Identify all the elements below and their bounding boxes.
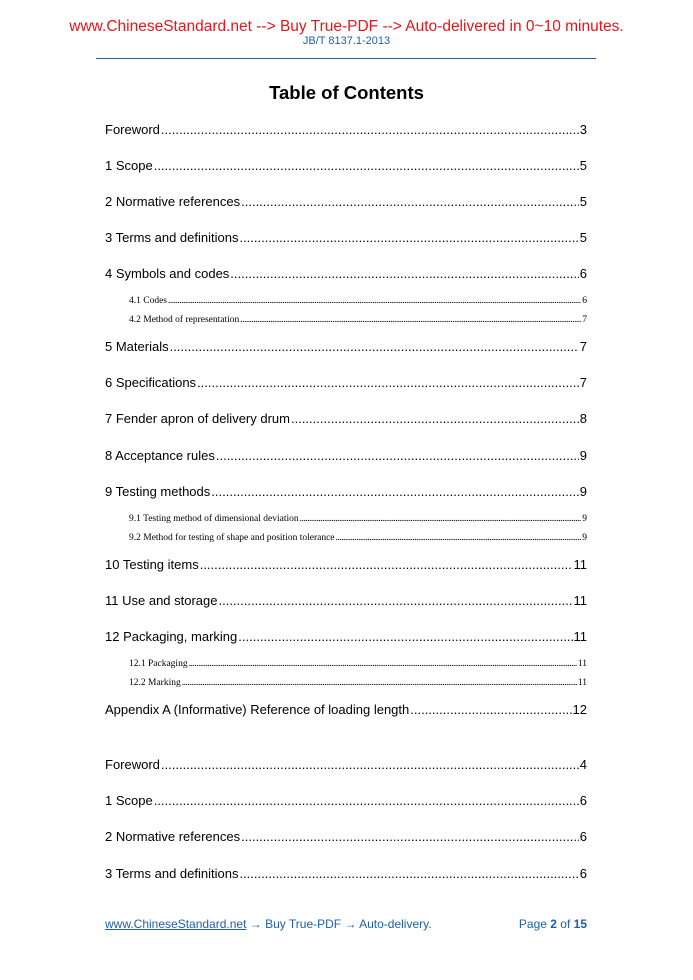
toc-entry[interactable] xyxy=(105,484,587,500)
toc-entry[interactable] xyxy=(105,593,587,609)
page-footer xyxy=(105,917,587,931)
toc-entry-label: 2 Normative references xyxy=(105,829,241,844)
toc-subentry[interactable] xyxy=(129,295,587,307)
toc-subentry[interactable] xyxy=(129,658,587,670)
toc-entry-page: 7 xyxy=(579,375,587,390)
toc-entry-label: 1 Scope xyxy=(105,793,153,808)
footer-site-link[interactable]: www.ChineseStandard.net xyxy=(105,917,247,931)
toc-entry-label: 10 Testing items xyxy=(105,557,199,572)
toc-entry-page: 4 xyxy=(579,757,587,772)
toc-leader-dots xyxy=(241,829,579,845)
document-number: JB/T 8137.1-2013 xyxy=(302,35,391,47)
toc-entry-page: 9 xyxy=(582,514,587,524)
toc-entry[interactable] xyxy=(105,158,587,174)
toc-entry[interactable] xyxy=(105,194,587,210)
toc-entry[interactable] xyxy=(105,793,587,809)
toc-entry-label: 9.1 Testing method of dimensional deviation xyxy=(129,514,299,524)
toc-entry[interactable] xyxy=(105,866,587,882)
footer-promo-text: → Buy True-PDF → Auto-delivery. xyxy=(246,917,432,931)
toc-entry-label: 9 Testing methods xyxy=(105,484,211,499)
toc-entry-page: 11 xyxy=(573,557,587,572)
toc-entry-label: 1 Scope xyxy=(105,158,153,173)
toc-entry-label: Appendix A (Informative) Reference of loading length xyxy=(105,702,410,717)
toc-leader-dots xyxy=(240,314,581,326)
toc-leader-dots xyxy=(211,484,578,500)
page-of: of xyxy=(556,917,574,931)
toc-entry-label: Foreword xyxy=(105,122,160,137)
toc-entry[interactable] xyxy=(105,557,587,573)
toc-entry-page: 5 xyxy=(579,194,587,209)
toc-leader-dots xyxy=(239,866,578,882)
toc-entry-label: 3 Terms and definitions xyxy=(105,866,239,881)
toc-entry-page: 9 xyxy=(579,484,587,499)
toc-leader-dots xyxy=(189,658,577,670)
promo-banner[interactable]: www.ChineseStandard.net --> Buy True-PDF --> Auto-delivered in 0~10 minutes. xyxy=(69,18,624,35)
toc-leader-dots xyxy=(182,677,577,689)
toc-entry-page: 6 xyxy=(579,829,587,844)
toc-entry-label: 6 Specifications xyxy=(105,375,197,390)
toc-leader-dots xyxy=(336,532,582,544)
toc-entry-label: 3 Terms and definitions xyxy=(105,230,239,245)
toc-entry-label: 5 Materials xyxy=(105,339,169,354)
toc-entry-page: 11 xyxy=(577,678,587,688)
toc-leader-dots xyxy=(168,295,581,307)
page-number xyxy=(519,917,587,931)
toc-leader-dots xyxy=(161,757,579,773)
toc-entry-label: 11 Use and storage xyxy=(105,593,218,608)
total-pages: 15 xyxy=(573,917,587,931)
toc-leader-dots xyxy=(154,793,579,809)
toc-leader-dots xyxy=(161,122,579,138)
toc-entry-label: Foreword xyxy=(105,757,160,772)
toc-entry-label: 9.2 Method for testing of shape and position tolerance xyxy=(129,533,335,543)
toc-entry-page: 3 xyxy=(579,122,587,137)
toc-entry-page: 9 xyxy=(582,533,587,543)
toc-entry-page: 7 xyxy=(582,315,587,325)
toc-entry-page: 7 xyxy=(579,339,587,354)
toc-leader-dots xyxy=(239,230,578,246)
toc-entry[interactable] xyxy=(105,375,587,391)
toc-entry-label: 12.2 Marking xyxy=(129,678,181,688)
toc-entry-label: 4.2 Method of representation xyxy=(129,315,240,325)
header-divider xyxy=(96,58,596,59)
toc-entry[interactable] xyxy=(105,829,587,845)
toc-entry-page: 6 xyxy=(579,266,587,281)
current-page: 2 xyxy=(550,917,557,931)
toc-entry-page: 6 xyxy=(579,793,587,808)
toc-entry-label: 7 Fender apron of delivery drum xyxy=(105,411,290,426)
toc-entry[interactable] xyxy=(105,629,587,645)
toc-subentry[interactable] xyxy=(129,314,587,326)
toc-entry-page: 12 xyxy=(572,702,587,717)
toc-entry-page: 9 xyxy=(579,448,587,463)
toc-entry[interactable] xyxy=(105,266,587,282)
toc-subentry[interactable] xyxy=(129,532,587,544)
toc-leader-dots xyxy=(291,411,579,427)
toc-leader-dots xyxy=(170,339,579,355)
toc-leader-dots xyxy=(219,593,573,609)
toc-entry-page: 6 xyxy=(582,296,587,306)
toc-entry-label: 2 Normative references xyxy=(105,194,241,209)
toc-entry-label: 8 Acceptance rules xyxy=(105,448,215,463)
toc-leader-dots xyxy=(154,158,579,174)
toc-entry[interactable] xyxy=(105,411,587,427)
toc-entry-label: 4.1 Codes xyxy=(129,296,167,306)
toc-entry-label: 12.1 Packaging xyxy=(129,659,188,669)
toc-entry-label: 12 Packaging, marking xyxy=(105,629,238,644)
page-title: Table of Contents xyxy=(269,82,424,103)
toc-leader-dots xyxy=(230,266,578,282)
toc-entry[interactable] xyxy=(105,339,587,355)
toc-subentry[interactable] xyxy=(129,677,587,689)
toc-leader-dots xyxy=(410,702,571,718)
toc-entry-page: 8 xyxy=(579,411,587,426)
toc-entry[interactable] xyxy=(105,122,587,138)
toc-entry[interactable] xyxy=(105,702,587,718)
toc-leader-dots xyxy=(216,448,579,464)
toc-entry-label: 4 Symbols and codes xyxy=(105,266,230,281)
toc-entry-page: 11 xyxy=(577,659,587,669)
toc-leader-dots xyxy=(238,629,572,645)
toc-entry[interactable] xyxy=(105,757,587,773)
toc-subentry[interactable] xyxy=(129,513,587,525)
toc-entry[interactable] xyxy=(105,448,587,464)
toc-entry-page: 5 xyxy=(579,158,587,173)
toc-entry-page: 5 xyxy=(579,230,587,245)
footer-promo xyxy=(105,917,432,931)
toc-leader-dots xyxy=(300,513,582,525)
toc-leader-dots xyxy=(241,194,579,210)
page-prefix: Page xyxy=(518,917,551,931)
toc-entry-page: 11 xyxy=(573,593,587,608)
toc-leader-dots xyxy=(197,375,579,391)
toc-entry-page: 6 xyxy=(579,866,587,881)
toc-entry-page: 11 xyxy=(573,629,587,644)
toc-leader-dots xyxy=(200,557,573,573)
toc-entry[interactable] xyxy=(105,230,587,246)
